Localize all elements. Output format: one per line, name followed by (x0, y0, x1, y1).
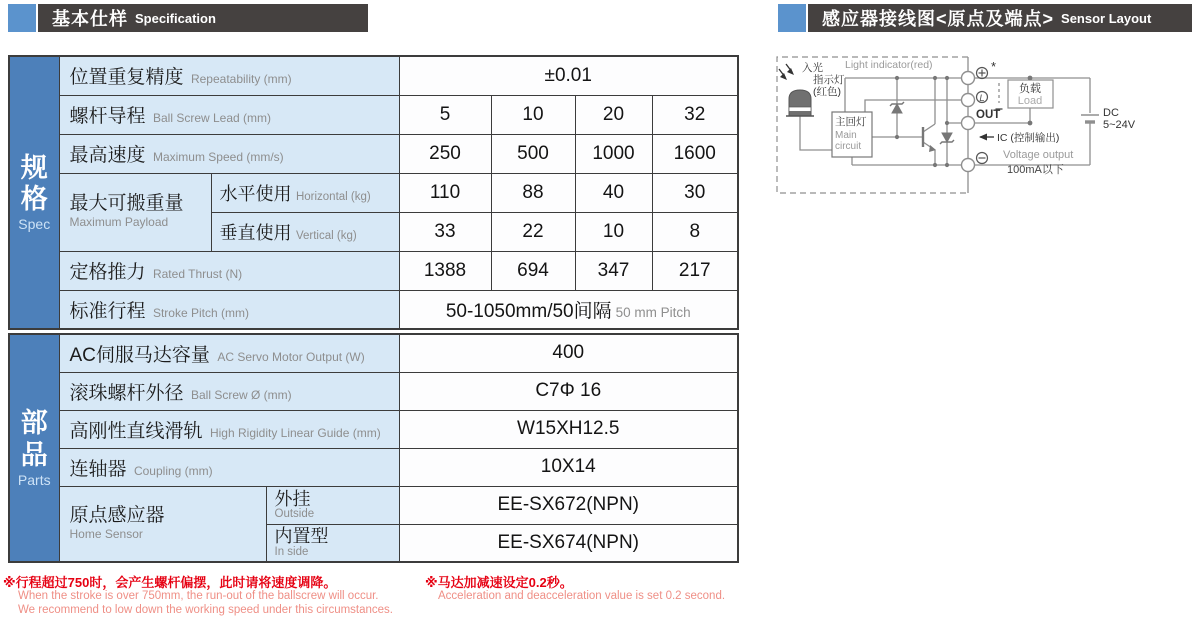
label-stroke-pitch: 标准行程 Stroke Pitch (mm) (59, 290, 399, 329)
value-linear-guide: W15XH12.5 (399, 410, 738, 448)
value-thrust-2: 694 (491, 251, 575, 290)
value-horizontal-1: 110 (399, 173, 491, 212)
value-stroke-pitch: 50-1050mm/50间隔 50 mm Pitch (399, 290, 738, 329)
value-horizontal-2: 88 (491, 173, 575, 212)
current-limit-label: 100mA以下 (1007, 164, 1064, 176)
accent-square-icon (8, 4, 36, 32)
value-home-outside: EE-SX672(NPN) (399, 486, 738, 524)
label-ball-screw-lead: 螺杆导程 Ball Screw Lead (mm) (59, 95, 399, 134)
terminal-l-label: L (979, 93, 985, 104)
plus-terminal-icon (977, 68, 988, 79)
value-vertical-1: 33 (399, 212, 491, 251)
main-circuit-en1: Main (835, 130, 857, 141)
value-speed-4: 1600 (652, 134, 738, 173)
value-vertical-2: 22 (491, 212, 575, 251)
value-horizontal-4: 30 (652, 173, 738, 212)
terminal-out-label: OUT (976, 109, 1001, 121)
row-rated-thrust (9, 251, 738, 290)
value-lead-3: 20 (575, 95, 652, 134)
label-inside: 内置型 In side (266, 524, 399, 562)
row-ball-screw-dia (9, 372, 738, 410)
value-speed-2: 500 (491, 134, 575, 173)
light-label-3: (红色) (813, 86, 841, 98)
label-coupling: 连轴器 Coupling (mm) (59, 448, 399, 486)
label-servo-output: AC伺服马达容量 AC Servo Motor Output (W) (59, 334, 399, 372)
label-payload-horizontal: 水平使用 Horizontal (kg) (211, 173, 399, 212)
header-specification (8, 4, 368, 32)
label-home-sensor: 原点感应器 Home Sensor (59, 486, 266, 562)
label-max-payload: 最大可搬重量 Maximum Payload (59, 173, 211, 251)
load-zh: 负载 (1019, 83, 1041, 95)
terminal-star: * (991, 59, 997, 74)
value-ball-screw-dia: C7Φ 16 (399, 372, 738, 410)
spec-section-table (8, 55, 739, 330)
light-indicator-en: Light indicator(red) (845, 59, 933, 71)
value-repeatability: ±0.01 (399, 56, 738, 95)
section-cell-spec (9, 56, 59, 329)
power-line1: DC (1103, 107, 1119, 119)
sensor-wiring-diagram (775, 45, 1200, 205)
section-cell-parts (9, 334, 59, 562)
row-repeatability (9, 56, 738, 95)
header-specification-en: Specification (135, 10, 216, 26)
value-horizontal-3: 40 (575, 173, 652, 212)
label-linear-guide: 高刚性直线滑轨 High Rigidity Linear Guide (mm) (59, 410, 399, 448)
ic-label: IC (控制输出) (997, 132, 1060, 144)
value-thrust-1: 1388 (399, 251, 491, 290)
row-servo-output (9, 334, 738, 372)
value-thrust-3: 347 (575, 251, 652, 290)
row-linear-guide (9, 410, 738, 448)
section-parts-en: Parts (17, 471, 51, 488)
label-ball-screw-dia: 滚珠螺杆外径 Ball Screw Ø (mm) (59, 372, 399, 410)
row-max-speed (9, 134, 738, 173)
row-ball-screw-lead (9, 95, 738, 134)
header-sensor-layout-zh: 感应器接线图<原点及端点> (822, 9, 1055, 29)
header-sensor-layout (778, 4, 1192, 32)
parts-section-table (8, 333, 739, 563)
value-coupling: 10X14 (399, 448, 738, 486)
power-line2: 5~24V (1103, 119, 1136, 131)
footnote1-en-line2: We recommend to low down the working speed under this circumstances. (18, 604, 393, 616)
value-speed-1: 250 (399, 134, 491, 173)
row-stroke-pitch (9, 290, 738, 329)
label-payload-vertical: 垂直使用 Vertical (kg) (211, 212, 399, 251)
minus-terminal-icon (977, 153, 988, 164)
value-speed-3: 1000 (575, 134, 652, 173)
footnote2-zh: ※马达加减速设定0.2秒。 (425, 575, 573, 590)
label-max-speed: 最高速度 Maximum Speed (mm/s) (59, 134, 399, 173)
light-label-2: 指示灯 (813, 74, 845, 86)
row-home-sensor-outside (9, 486, 738, 524)
header-sensor-layout-bar (808, 4, 1192, 32)
row-payload-horizontal (9, 173, 738, 212)
row-coupling (9, 448, 738, 486)
section-spec-en: Spec (18, 216, 51, 233)
header-specification-zh: 基本仕样 (52, 9, 128, 29)
value-home-inside: EE-SX674(NPN) (399, 524, 738, 562)
voltage-output-label: Voltage output (1003, 149, 1074, 161)
main-circuit-en2: circuit (835, 141, 862, 152)
label-repeatability: 位置重复精度 Repeatability (mm) (59, 56, 399, 95)
value-thrust-4: 217 (652, 251, 738, 290)
value-lead-4: 32 (652, 95, 738, 134)
header-specification-bar (38, 4, 368, 32)
footnote1-zh: ※行程超过750时，会产生螺杆偏摆，此时请将速度调降。 (3, 575, 337, 590)
spec-table (8, 55, 739, 563)
footnote1-en-line1: When the stroke is over 750mm, the run-out of the ballscrew will occur. (18, 590, 379, 602)
value-vertical-3: 10 (575, 212, 652, 251)
section-parts-zh: 部品 (20, 408, 48, 470)
footnote2-en: Acceleration and deacceleration value is set 0.2 second. (438, 590, 726, 602)
load-en: Load (1017, 95, 1043, 107)
section-spec-zh: 规格 (20, 152, 48, 214)
header-sensor-layout-en: Sensor Layout (1061, 10, 1152, 26)
value-servo-output: 400 (399, 334, 738, 372)
value-vertical-4: 8 (652, 212, 738, 251)
light-label-1: 入光 (802, 62, 823, 74)
led-icon (789, 90, 811, 116)
value-lead-1: 5 (399, 95, 491, 134)
ic-arrowhead-icon (979, 134, 987, 141)
main-circuit-zh: 主回灯 (835, 116, 867, 128)
label-outside: 外挂 Outside (266, 486, 399, 524)
label-rated-thrust: 定格推力 Rated Thrust (N) (59, 251, 399, 290)
accent-square-icon (778, 4, 806, 32)
battery-icon (1081, 115, 1099, 122)
led-band (789, 107, 811, 112)
value-lead-2: 10 (491, 95, 575, 134)
